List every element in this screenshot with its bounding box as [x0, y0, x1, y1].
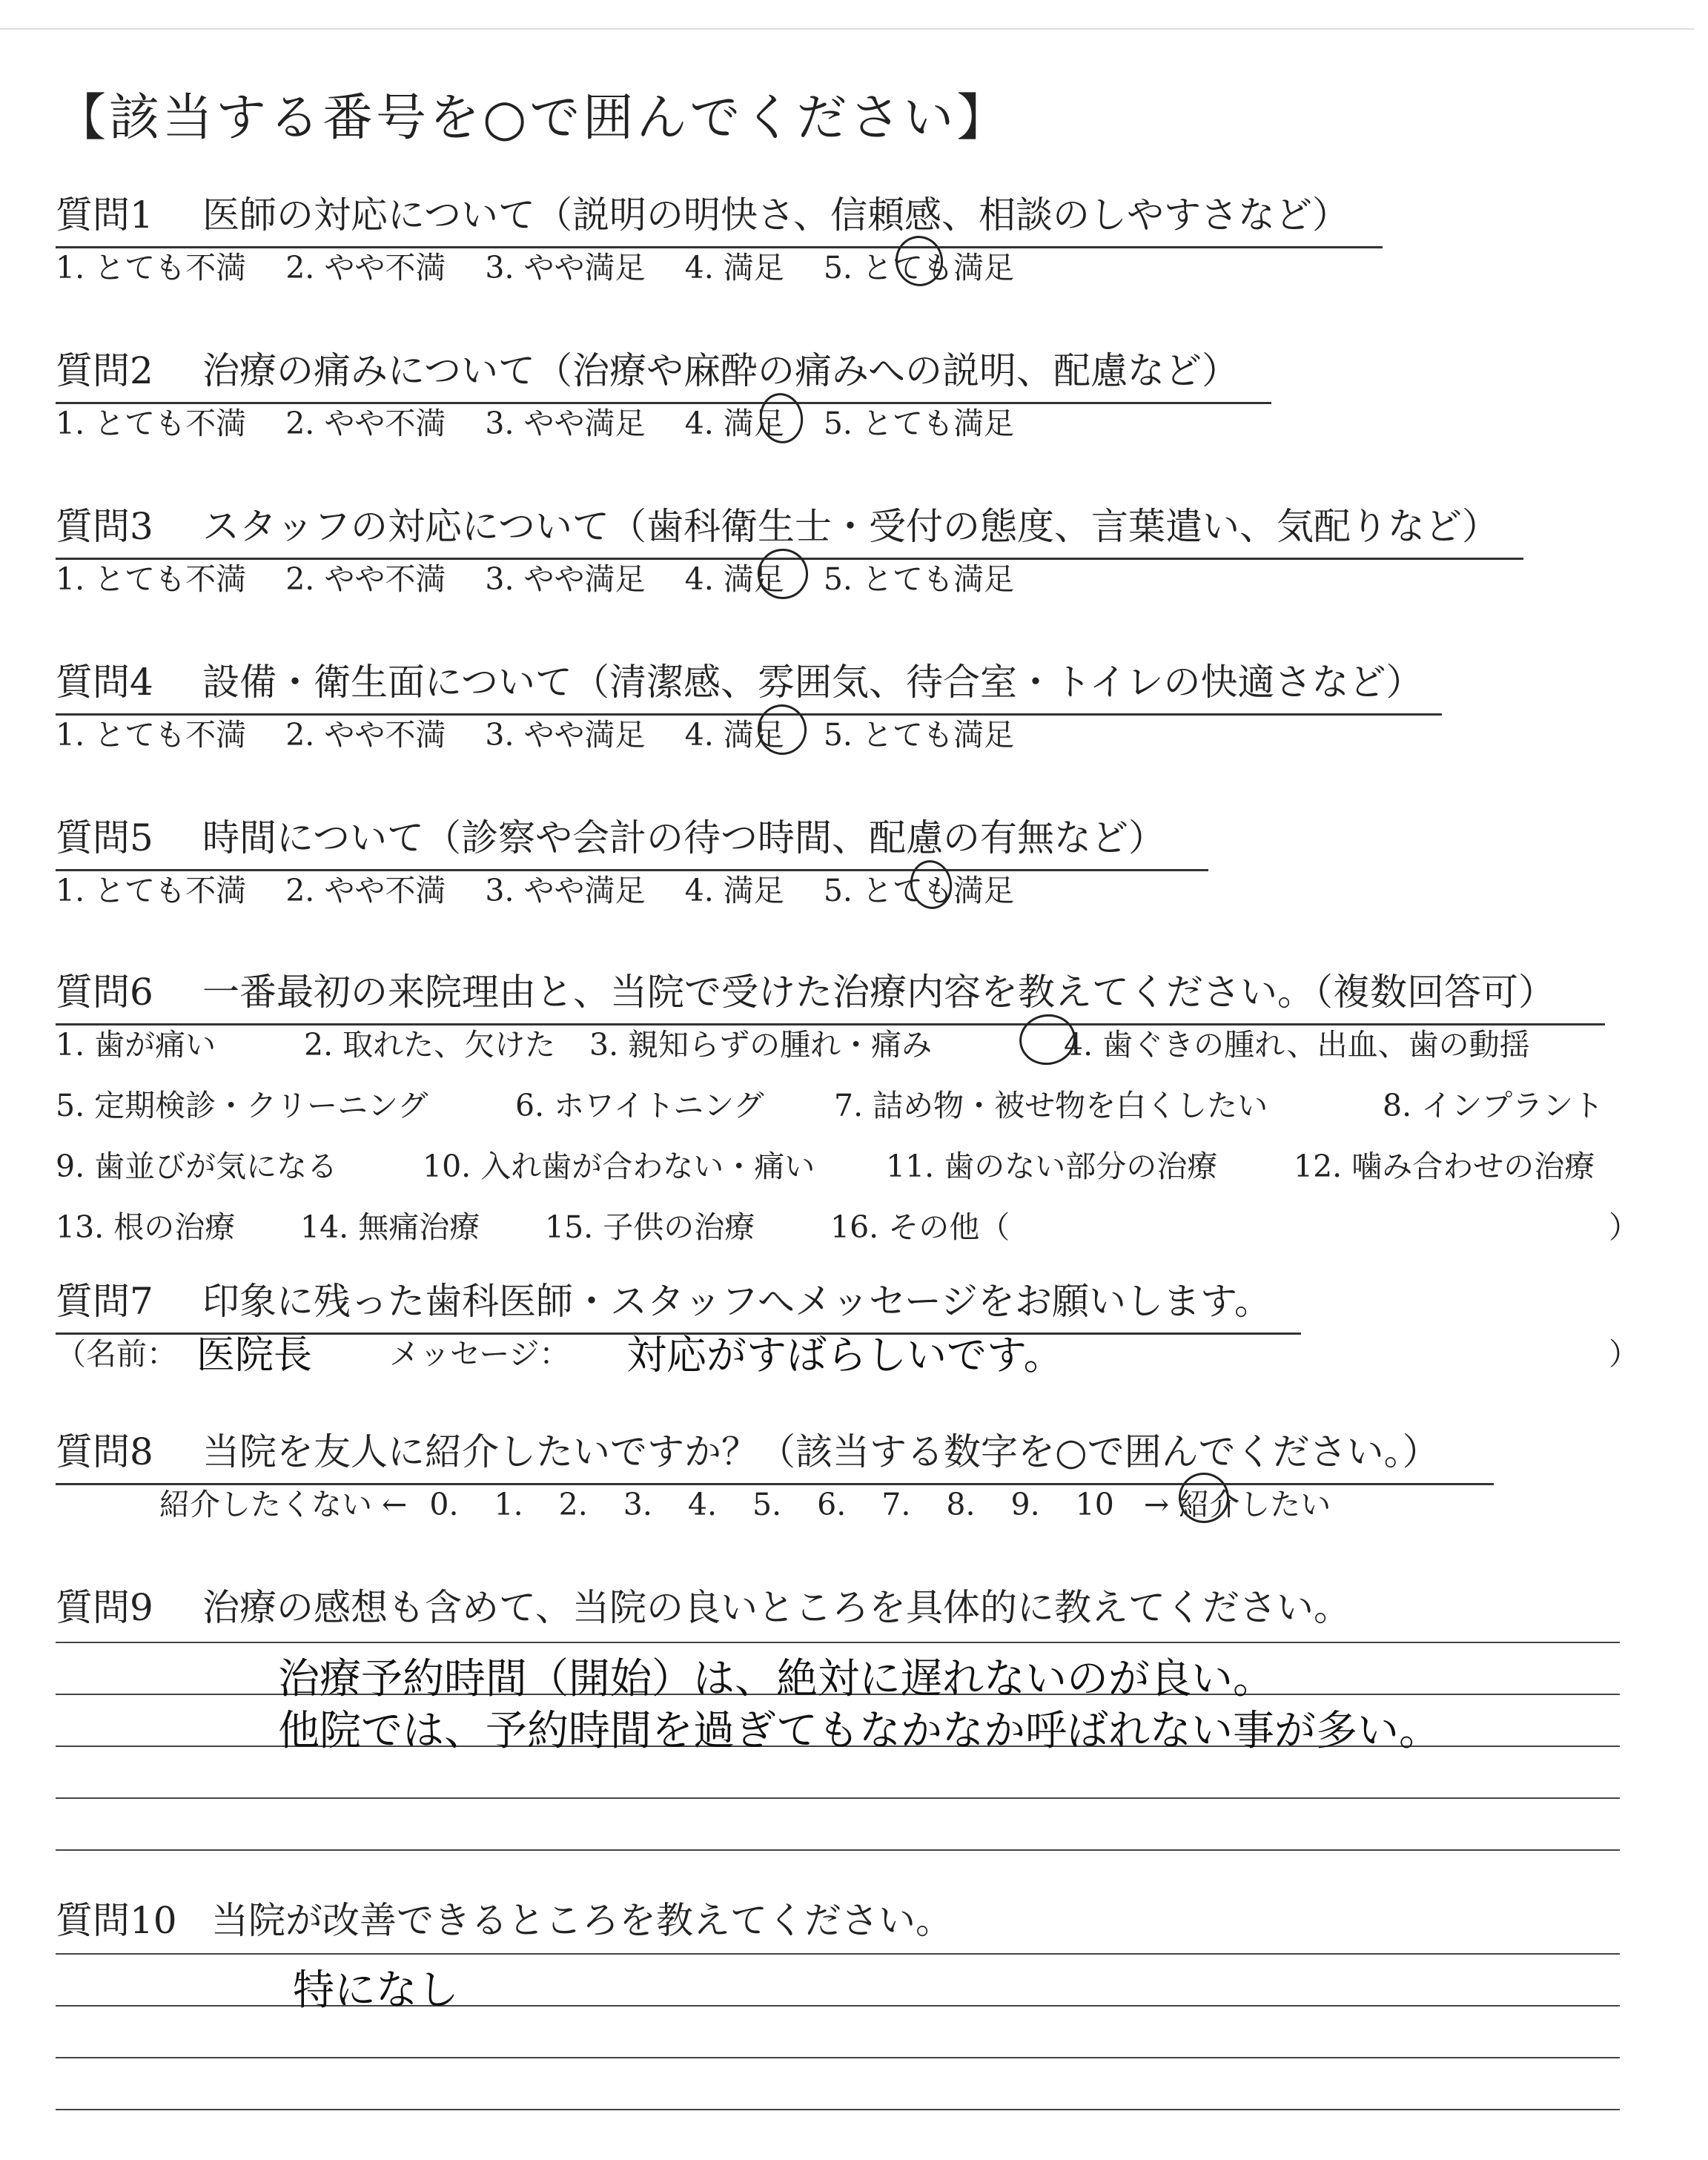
- question-text: 印象に残った歯科医師・スタッフへメッセージをお願いします。: [202, 1280, 1271, 1323]
- score-1[interactable]: 1.: [494, 1487, 523, 1522]
- answer-rule: [56, 2109, 1620, 2110]
- question-6-heading: [56, 962, 1605, 1025]
- question-2-heading: [56, 341, 1271, 404]
- answer-rule: [56, 2005, 1620, 2007]
- question-5-heading: [56, 808, 1208, 871]
- question-8-heading: [56, 1422, 1494, 1485]
- option-7[interactable]: 7. 詰め物・被せ物を白くしたい: [834, 1088, 1268, 1123]
- answer-rule: [56, 1797, 1620, 1799]
- question-number: 質問9: [56, 1586, 153, 1629]
- message-close-paren: ）: [1609, 1336, 1639, 1372]
- option-5[interactable]: 5. とても満足: [823, 406, 1014, 441]
- option-2[interactable]: 2. 取れた、欠けた: [304, 1027, 556, 1063]
- question-number: 質問4: [56, 661, 153, 704]
- option-12[interactable]: 12. 噛み合わせの治療: [1294, 1149, 1595, 1184]
- answer-rule: [56, 2057, 1620, 2058]
- question-number: 質問7: [56, 1280, 153, 1323]
- option-6[interactable]: 6. ホワイトニング: [515, 1088, 764, 1123]
- option-3[interactable]: 3. やや満足: [485, 717, 646, 753]
- option-15[interactable]: 15. 子供の治療: [545, 1209, 755, 1245]
- option-3[interactable]: 3. やや満足: [485, 250, 646, 285]
- question-text: 時間について（診察や会計の待つ時間、配慮の有無など）: [202, 816, 1165, 859]
- option-8[interactable]: 8. インプラント: [1383, 1088, 1604, 1123]
- question-10-heading: [56, 1891, 953, 1952]
- option-9[interactable]: 9. 歯並びが気になる: [56, 1149, 338, 1184]
- score-5[interactable]: 5.: [752, 1487, 782, 1522]
- option-4[interactable]: 4. 満足: [684, 250, 784, 285]
- option-4[interactable]: 4. 満足: [684, 717, 784, 753]
- question-number: 質問1: [56, 194, 153, 237]
- option-3[interactable]: 3. やや満足: [485, 561, 646, 597]
- option-13[interactable]: 13. 根の治療: [56, 1209, 236, 1245]
- option-5[interactable]: 5. とても満足: [823, 873, 1014, 908]
- option-1[interactable]: 1. とても不満: [56, 561, 247, 597]
- question-7-fields: [56, 1330, 177, 1373]
- score-10[interactable]: 10: [1075, 1487, 1114, 1522]
- score-9[interactable]: 9.: [1010, 1487, 1040, 1522]
- option-4[interactable]: 4. 満足: [684, 406, 784, 441]
- question-text: スタッフの対応について（歯科衛生士・受付の態度、言葉遣い、気配りなど）: [202, 505, 1499, 548]
- score-2[interactable]: 2.: [558, 1487, 588, 1522]
- question-text: 当院を友人に紹介したいですか？（該当する数字を○で囲んでください。）: [202, 1430, 1440, 1473]
- question-text: 治療の痛みについて（治療や麻酔の痛みへの説明、配慮など）: [202, 349, 1239, 392]
- answer-line-1[interactable]: 治療予約時間（開始）は、絶対に遅れないのが良い。: [278, 1655, 1274, 1703]
- option-4[interactable]: 4. 歯ぐきの腫れ、出血、歯の動揺: [1064, 1027, 1530, 1063]
- name-value[interactable]: 医院長: [196, 1333, 313, 1378]
- question-2-options: [56, 399, 1044, 443]
- question-6-options-row-3: [56, 1142, 1679, 1186]
- option-5[interactable]: 5. とても満足: [823, 717, 1014, 753]
- question-5-options: [56, 866, 1044, 910]
- option-3[interactable]: 3. やや満足: [485, 873, 646, 908]
- score-7[interactable]: 7.: [881, 1487, 911, 1522]
- question-6-options-row-1: [56, 1020, 1679, 1064]
- question-text: 一番最初の来院理由と、当院で受けた治療内容を教えてください。（複数回答可）: [202, 971, 1555, 1014]
- option-10[interactable]: 10. 入れ歯が合わない・痛い: [423, 1149, 815, 1184]
- question-6-options-row-4: [56, 1203, 1679, 1246]
- option-5[interactable]: 5. とても満足: [823, 250, 1014, 285]
- score-8[interactable]: 8.: [946, 1487, 976, 1522]
- score-3[interactable]: 3.: [623, 1487, 652, 1522]
- option-2[interactable]: 2. やや不満: [285, 406, 446, 441]
- question-text: 治療の感想も含めて、当院の良いところを具体的に教えてください。: [202, 1586, 1351, 1629]
- answer-line-1[interactable]: 特になし: [293, 1966, 459, 2015]
- scale-right-label: → 紹介したい: [1143, 1487, 1331, 1522]
- option-1[interactable]: 1. とても不満: [56, 406, 247, 441]
- question-4-heading: [56, 653, 1442, 716]
- name-label: （名前：: [56, 1336, 177, 1372]
- question-number: 質問8: [56, 1430, 153, 1473]
- option-5[interactable]: 5. とても満足: [823, 561, 1014, 597]
- option-5[interactable]: 5. 定期検診・クリーニング: [56, 1088, 428, 1123]
- option-2[interactable]: 2. やや不満: [285, 561, 446, 597]
- question-1-heading: [56, 185, 1383, 248]
- option-2[interactable]: 2. やや不満: [285, 717, 446, 753]
- answer-line-2[interactable]: 他院では、予約時間を過ぎてもなかなか呼ばれない事が多い。: [278, 1707, 1440, 1755]
- question-3-options: [56, 555, 1044, 598]
- option-1[interactable]: 1. とても不満: [56, 250, 247, 285]
- question-text: 当院が改善できるところを教えてください。: [211, 1899, 953, 1942]
- option-3[interactable]: 3. 親知らずの腫れ・痛み: [589, 1027, 933, 1063]
- question-number: 質問2: [56, 349, 153, 392]
- option-14[interactable]: 14. 無痛治療: [300, 1209, 480, 1245]
- score-4[interactable]: 4.: [687, 1487, 718, 1522]
- option-1[interactable]: 1. とても不満: [56, 873, 247, 908]
- option-2[interactable]: 2. やや不満: [285, 873, 446, 908]
- option-3[interactable]: 3. やや満足: [485, 406, 646, 441]
- answer-rule: [56, 1849, 1620, 1851]
- option-4[interactable]: 4. 満足: [684, 873, 784, 908]
- question-text: 医師の対応について（説明の明快さ、信頼感、相談のしやすさなど）: [202, 194, 1349, 237]
- scale-left-label: 紹介したくない ←: [159, 1487, 408, 1522]
- question-number: 質問3: [56, 505, 153, 548]
- scan-top-edge: [0, 28, 1694, 30]
- answer-rule: [56, 1953, 1620, 1955]
- question-number: 質問10: [56, 1899, 177, 1942]
- question-text: 設備・衛生面について（清潔感、雰囲気、待合室・トイレの快適さなど）: [202, 661, 1423, 704]
- option-2[interactable]: 2. やや不満: [285, 250, 446, 285]
- question-4-options: [56, 710, 1044, 754]
- option-16[interactable]: 16. その他（: [830, 1209, 1010, 1245]
- recommend-scale: [159, 1480, 1331, 1524]
- page-title: 【該当する番号を○で囲んでください】: [56, 89, 1010, 148]
- option-1[interactable]: 1. 歯が痛い: [56, 1027, 216, 1063]
- other-close-paren: ）: [1609, 1209, 1639, 1245]
- question-6-options-row-2: [56, 1081, 1679, 1125]
- score-0[interactable]: 0.: [429, 1487, 459, 1522]
- question-number: 質問6: [56, 971, 153, 1014]
- score-6[interactable]: 6.: [817, 1487, 847, 1522]
- question-9-heading: [56, 1578, 1351, 1639]
- answer-rule: [56, 1642, 1620, 1643]
- option-11[interactable]: 11. 歯のない部分の治療: [886, 1149, 1218, 1184]
- message-value[interactable]: 対応がすばらしいです。: [626, 1332, 1064, 1378]
- option-1[interactable]: 1. とても不満: [56, 717, 247, 753]
- message-label: メッセージ：: [389, 1336, 570, 1372]
- question-number: 質問5: [56, 816, 153, 859]
- option-4[interactable]: 4. 満足: [684, 561, 784, 597]
